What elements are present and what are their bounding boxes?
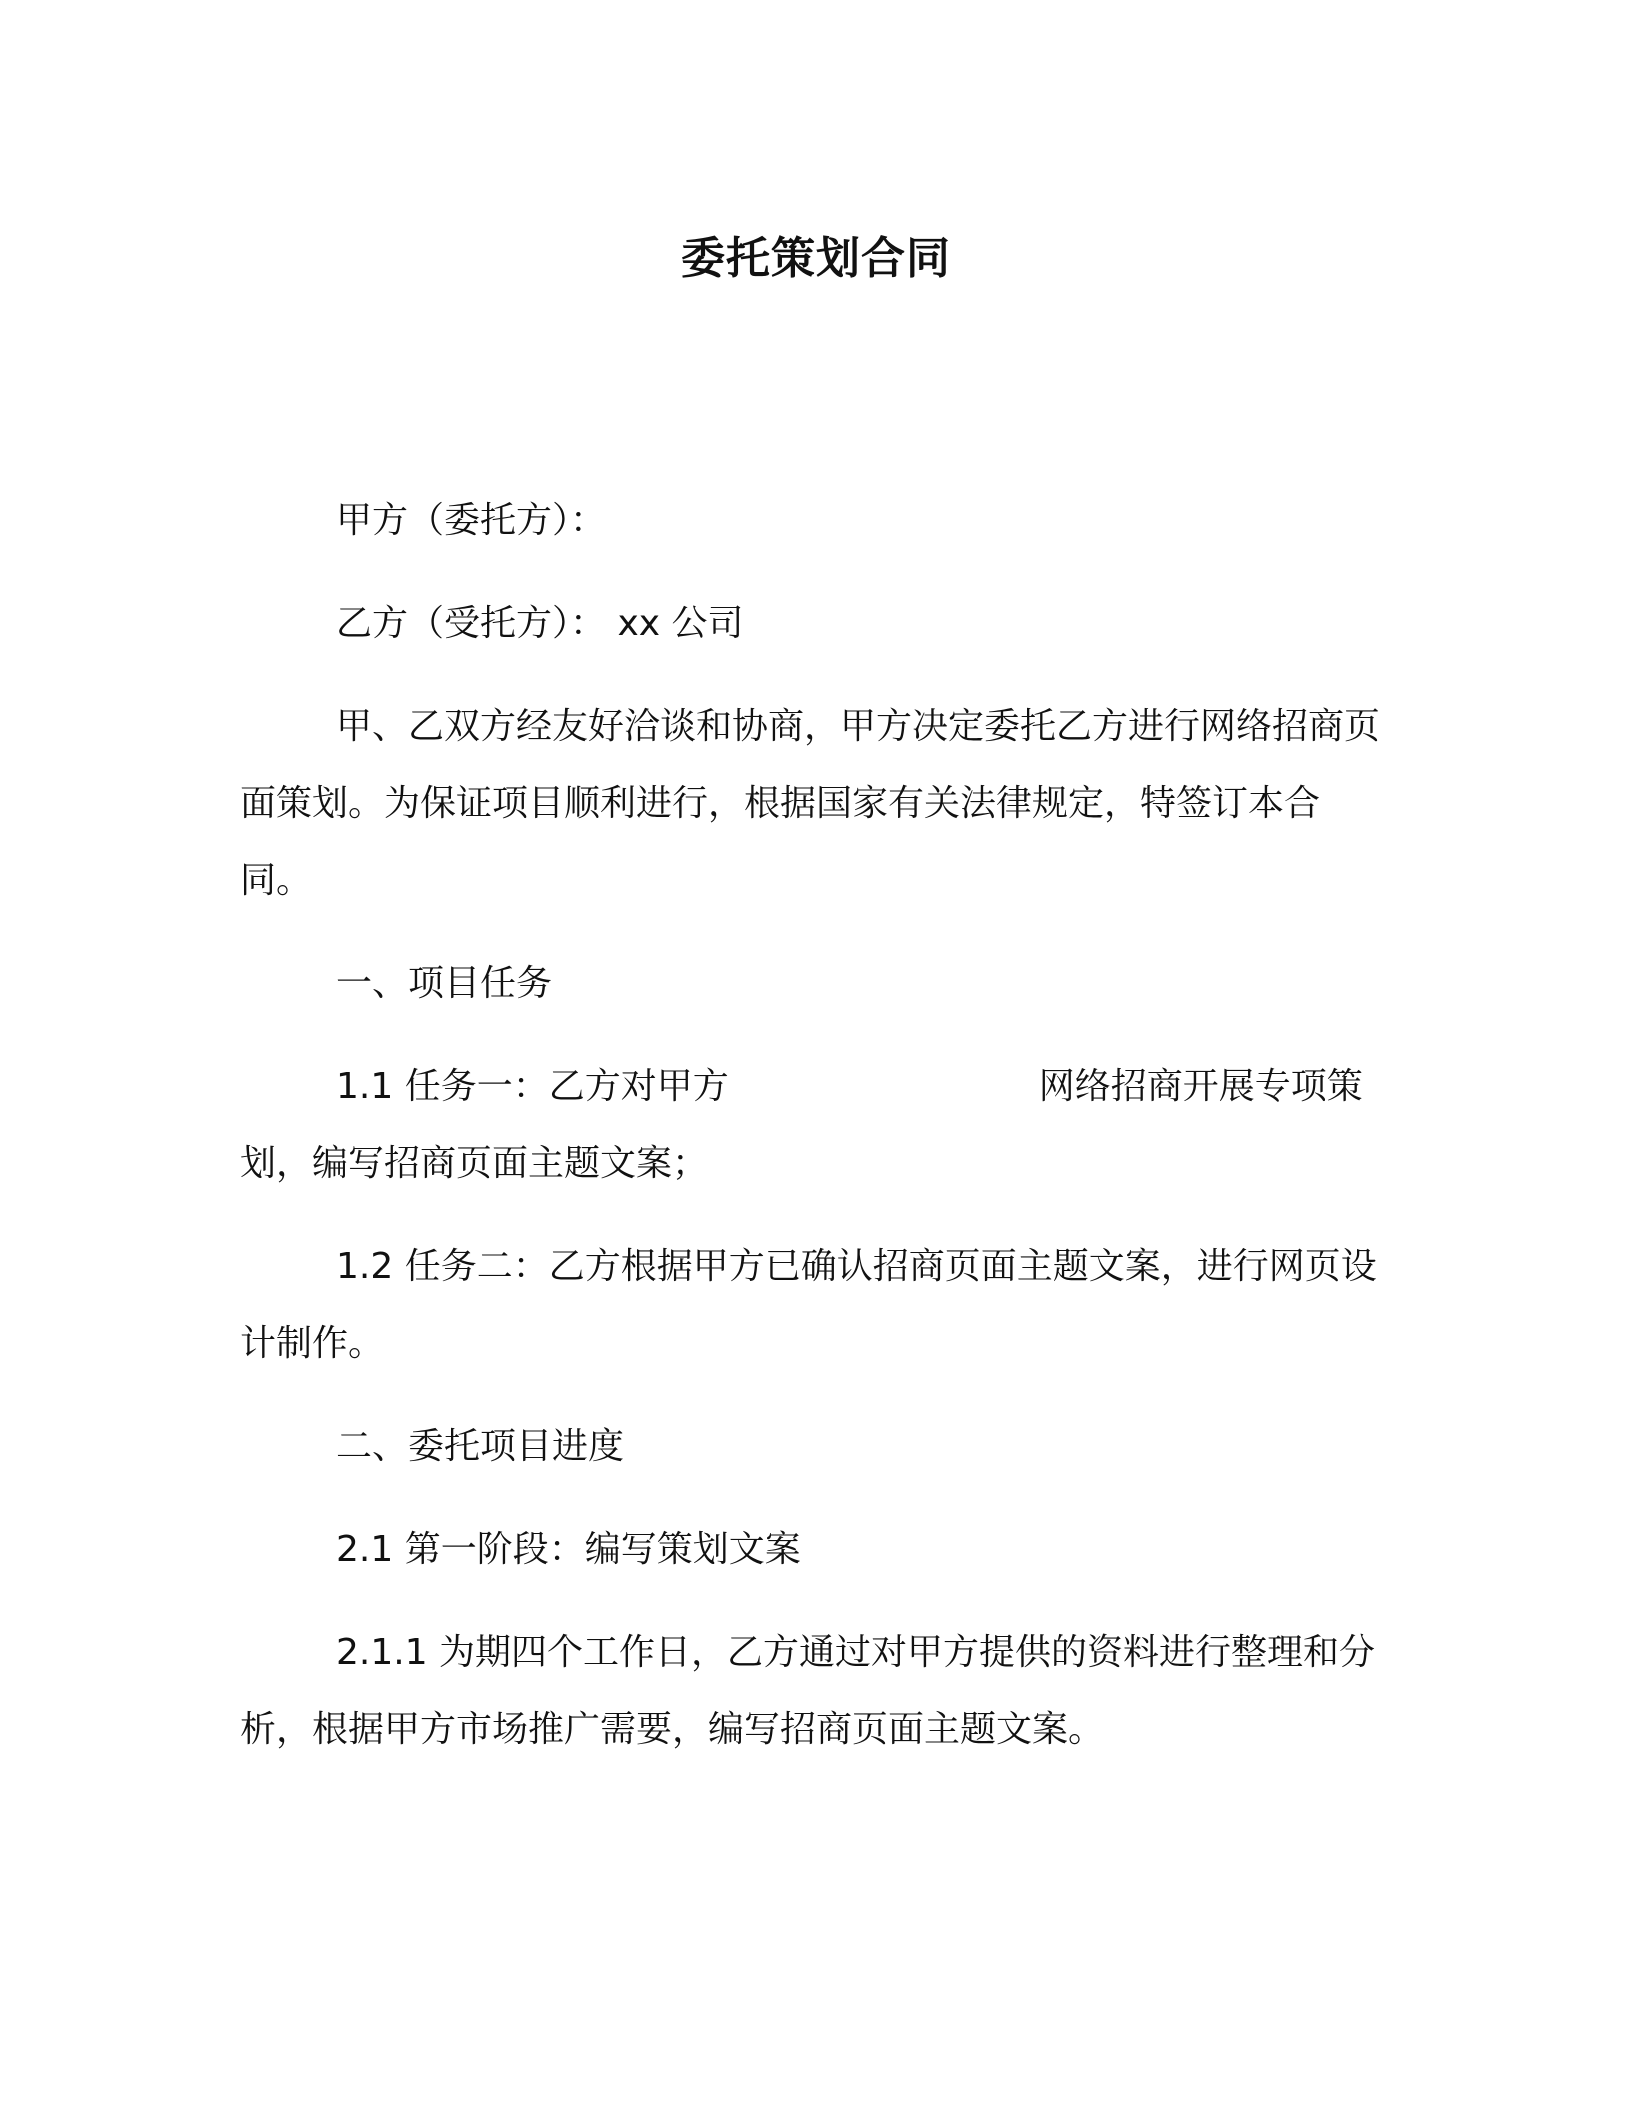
task-1-paragraph xyxy=(240,1048,1380,1202)
stage-1-text: 2.1 第一阶段：编写策划文案 xyxy=(336,1529,801,1570)
section-2-heading-text: 二、委托项目进度 xyxy=(336,1426,625,1467)
section-2-heading xyxy=(240,1408,1380,1485)
section-1-heading xyxy=(240,945,1380,1022)
intro-text: 甲、乙双方经友好洽谈和协商，甲方决定委托乙方进行网络招商页面策划。为保证项目顺利进行，根据国家有关法律规定，特签订本合同。 xyxy=(240,706,1381,901)
intro-paragraph xyxy=(240,688,1380,919)
task-1-text-end: 网络招商开展专项策划，编写招商页面主题文案； xyxy=(240,1066,1363,1184)
document-title: 委托策划合同 xyxy=(681,233,951,284)
task-2-paragraph xyxy=(240,1228,1380,1382)
party-a-text: 甲方（委托方）： xyxy=(336,500,607,541)
party-b-line xyxy=(240,585,1380,662)
party-a-line xyxy=(240,482,1380,559)
stage-1-detail-paragraph xyxy=(240,1614,1380,1768)
stage-1-line xyxy=(240,1511,1380,1588)
section-1-heading-text: 一、项目任务 xyxy=(336,963,553,1004)
stage-1-detail-text: 2.1.1 为期四个工作日，乙方通过对甲方提供的资料进行整理和分析，根据甲方市场推广需要，编写招商页面主题文案。 xyxy=(240,1632,1376,1750)
party-b-text: 乙方（受托方）： xx 公司 xyxy=(336,603,744,644)
task-1-text-start: 1.1 任务一：乙方对甲方 xyxy=(336,1066,729,1107)
task-2-text: 1.2 任务二：乙方根据甲方已确认招商页面主题文案，进行网页设计制作。 xyxy=(240,1246,1377,1364)
